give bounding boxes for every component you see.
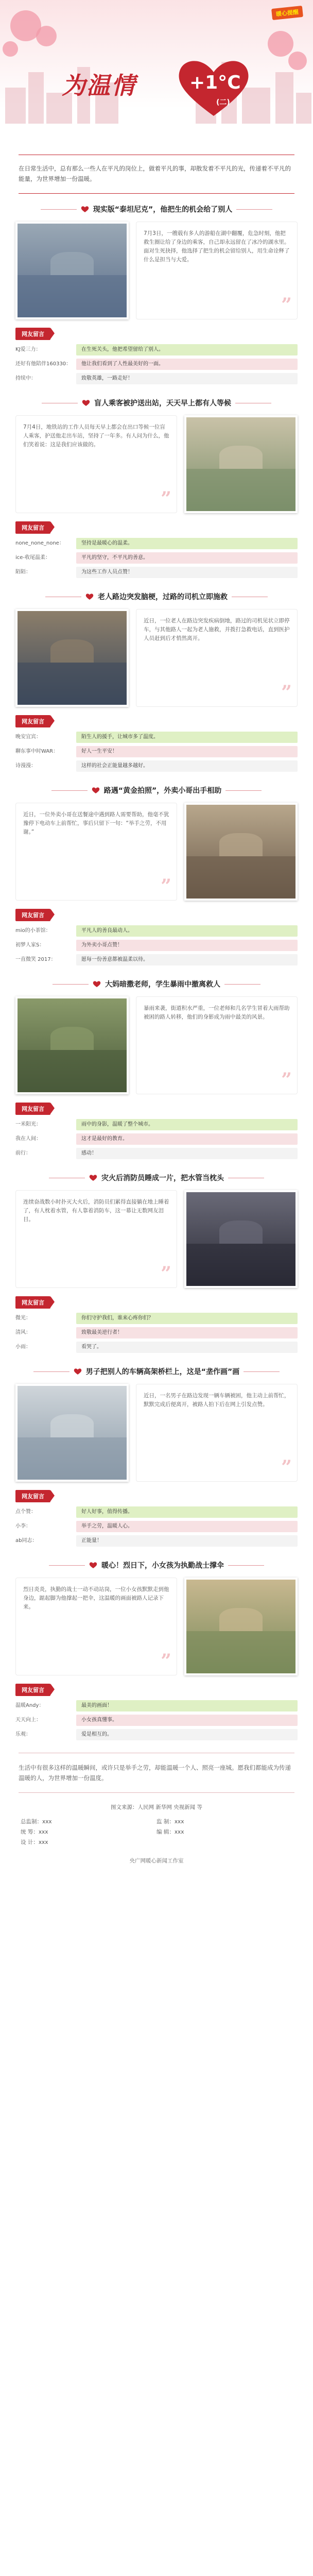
comment-item [15,1133,298,1145]
comment-item [15,538,298,549]
comment-list [15,538,298,578]
comment-user: none_none_none： [15,540,64,546]
comment-item [15,1313,298,1324]
comment-item [15,746,298,757]
page-title: 为温情 [62,72,136,99]
comment-item [15,760,298,772]
heart-icon [89,1174,97,1181]
comment-user: 清风： [15,1330,31,1335]
comment-item [15,1342,298,1353]
comment-user: 乐观： [15,1732,31,1737]
comment-list [15,1506,298,1547]
comment-user: 还好有他陪伴160330： [15,361,72,367]
comment-text: 爱是相互的。 [76,1729,298,1740]
quote-icon: ” [281,294,292,316]
story-card [136,222,298,319]
story-body [15,1190,298,1288]
comment-item [15,925,298,937]
story-card [15,415,177,513]
credits-source: 图文来源：人民网 新华网 央视新闻 等 [110,1804,202,1810]
comment-item [15,1148,298,1159]
story-photo [184,415,298,513]
comment-text: 为外卖小哥点赞！ [76,940,298,951]
comments-tag: 网友留言 [15,1103,50,1115]
comment-item [15,567,298,578]
quote-icon: ” [161,1263,171,1284]
credit-item [156,1837,292,1848]
credits [21,1802,292,1848]
heart-icon [89,1562,97,1569]
section-header [15,1173,298,1183]
story-card [15,1578,177,1675]
story-photo [184,803,298,901]
section-header [15,1366,298,1377]
section-title: 路遇“黄金拍照”，外卖小哥出手相助 [103,787,222,795]
comment-text: 正能量！ [76,1535,298,1547]
divider [51,790,88,791]
comment-item [15,732,298,743]
comment-item [15,344,298,355]
story-card [136,609,298,707]
comments-tag: 网友留言 [15,1490,50,1502]
comment-text: 这才是最好的教育。 [76,1133,298,1145]
comment-user: 初梦人家S： [15,942,45,948]
section-title: 盲人乘客被护送出站，天天早上都有人等候 [94,399,231,408]
comment-user: 持续中： [15,376,36,381]
section-title: 灾火后消防员睡成一片，把水管当枕头 [101,1174,224,1182]
credit-item: 统 筹：xxx [21,1829,48,1835]
blossom-decoration [3,41,18,57]
story-card [136,996,298,1094]
section-header [15,785,298,795]
comments-tag: 网友留言 [15,1296,50,1309]
title-temperature: +1°C [189,72,241,93]
comment-item [15,1700,298,1711]
story-photo [184,1578,298,1675]
comment-user: ab同志： [15,1538,38,1544]
header-banner [0,0,313,155]
comments-tag: 网友留言 [15,1684,50,1696]
story-text: 近日，一位老人在路边突发疾病倒地，路过的司机见状立即停车，与其他路人一起为老人施救，并拨打急救电话，直到医护人员赶到后才悄然离开。 [144,618,290,641]
story-section [0,387,313,578]
section-title: 现实版“泰坦尼克”，他把生的机会给了别人 [93,206,233,214]
story-section [0,581,313,772]
section-header [15,1560,298,1570]
comment-item [15,552,298,564]
comments-tag: 网友留言 [15,521,50,534]
comment-item [15,1327,298,1338]
story-text: 连续奋战数小时扑灭大火后，消防员们累得直接躺在地上睡着了，有人枕着水管，有人靠着消防车，这一幕让无数网友泪目。 [23,1199,169,1223]
comment-item [15,954,298,965]
story-text: 近日，一位外卖小哥在送餐途中遇到路人需要帮助，他毫不犹豫停下电动车上前帮忙，事后只留下一句：“举手之劳，不用谢。” [23,811,169,835]
story-text: 烈日炎炎，执勤的战士一动不动站岗，一位小女孩默默走到他身边，踮起脚为他撑起一把伞，这温暖的画面被路人记录下来。 [23,1586,169,1610]
story-text: 暴雨来袭，街道积水严重，一位老师和几名学生冒着大雨帮助被困的路人转移，他们的身影成为雨中最美的风景。 [144,1005,290,1020]
credit-item: 总监制：xxx [21,1819,52,1825]
comment-item [15,1119,298,1130]
comments-tag: 网友留言 [15,909,50,921]
divider [41,209,77,210]
comment-list [15,925,298,965]
comment-user: 聊东事中时WAR： [15,749,59,754]
story-photo [15,222,129,319]
story-photo [184,1190,298,1288]
section-title: 老人路边突发脑梗，过路的司机立即施救 [98,593,228,601]
comment-user: 温暖Andy： [15,1703,44,1708]
comment-text: 你们守护我们，谁来心疼你们？ [76,1313,298,1324]
story-section [0,1162,313,1353]
story-body [15,1384,298,1482]
comment-text: 为这些工作人员点赞！ [76,567,298,578]
comment-text: 好人好事，值得传播。 [76,1506,298,1518]
section-title: 男子把别人的车辆高架桥栏上，这是“垄作画”画 [85,1368,240,1376]
comment-user: KJ爱三力： [15,347,41,352]
story-card [15,803,177,901]
story-body [15,996,298,1094]
heart-icon [82,399,90,406]
story-text: 近日，一名男子在路边发现一辆车辆被困，他主动上前帮忙，默默完成后便离开，被路人拍下后在网上引发点赞。 [144,1393,290,1408]
comment-text: 陌生人的援手，让城市多了温度。 [76,732,298,743]
section-header [15,591,298,602]
story-section [0,969,313,1159]
comment-text: 雨中的身影，温暖了整个城市。 [76,1119,298,1130]
comment-item [15,1715,298,1726]
divider [225,790,262,791]
comment-item [15,1521,298,1532]
comment-text: 最美的画面！ [76,1700,298,1711]
comments-tag: 网友留言 [15,715,50,727]
comments-tag: 网友留言 [15,328,50,340]
comment-list [15,1119,298,1159]
comment-user: 一直微笑 2017： [15,957,56,962]
credit-item: 编 辑：xxx [156,1829,184,1835]
story-section [0,775,313,965]
divider [53,984,89,985]
comment-user: 晚安宜宾： [15,734,41,740]
story-card [15,1190,177,1288]
comment-user: ice-收尾温柔： [15,555,51,561]
comment-text: 坚持是最暖心的温柔。 [76,538,298,549]
divider [228,1565,264,1566]
comment-text: 感动！ [76,1148,298,1159]
section-title: 大妈暗撒老师，学生暴雨中撤离救人 [105,980,220,989]
footer-arc [0,2562,313,2576]
comment-text: 举手之劳，温暖人心。 [76,1521,298,1532]
comment-item [15,373,298,384]
comment-text: 致敬英雄，一路走好！ [76,373,298,384]
comment-text: 在生死关头，他把希望留给了别人。 [76,344,298,355]
quote-icon: ” [281,682,292,703]
title-block [62,52,257,113]
heart-icon [74,1368,82,1375]
comment-text: 看哭了。 [76,1342,298,1353]
blossom-decoration [36,26,57,46]
story-photo [15,609,129,707]
comment-list [15,1313,298,1353]
story-body [15,803,298,901]
comment-list [15,1700,298,1740]
section-header [15,204,298,214]
title-series: (二) [216,98,230,107]
story-body [15,1578,298,1675]
quote-icon: ” [161,875,171,897]
heart-icon [93,980,101,988]
comment-text: 小女孩真懂事。 [76,1715,298,1726]
divider [236,209,272,210]
quote-icon: ” [161,488,171,510]
heart-icon [81,206,89,213]
story-text: 7月3日，一艘载有多人的游船在湖中翻覆，危急时刻，他把救生圈让给了身边的乘客，自己却永远留在了冰冷的湖水里。面对生死抉择，他选择了把生的机会留给别人，用生命诠释了什么是担当与大爱。 [144,230,290,263]
story-section [0,1550,313,1740]
divider [224,984,260,985]
comment-user: 陌陌： [15,569,31,575]
quote-icon: ” [161,1650,171,1672]
comment-item [15,1506,298,1518]
comment-list [15,344,298,384]
credit-item: 监 制：xxx [156,1819,184,1825]
section-header [15,979,298,989]
comment-user: 诗漫漫： [15,763,36,769]
comment-user: 一米阳光： [15,1122,41,1127]
badge-logo: 暖心提醒 [271,6,303,20]
comment-text: 好人一生平安！ [76,746,298,757]
produced-by: 央广网暖心新闻工作室 [129,1858,184,1864]
comment-user: 天天向上： [15,1717,41,1723]
comment-user: mio的小茶馆： [15,928,51,934]
comment-text: 平凡的坚守，不平凡的善意。 [76,552,298,564]
quote-icon: ” [281,1069,292,1091]
comment-user: 点个赞： [15,1509,36,1515]
comment-item [15,1729,298,1740]
comment-item [15,1535,298,1547]
divider [49,1565,85,1566]
blossom-decoration [288,52,307,70]
comment-list [15,732,298,772]
comment-item [15,359,298,370]
story-list [0,194,313,1740]
comment-user: 我在人间： [15,1136,41,1142]
story-photo [15,1384,129,1482]
comment-user: 微光： [15,1315,31,1321]
comment-text: 他让我们看到了人性最美好的一面。 [76,359,298,370]
section-title: 暖心！烈日下，小女孩为执勤战士撑伞 [101,1562,224,1570]
heart-icon [85,593,94,600]
comment-user: 小雨： [15,1344,31,1350]
divider [33,1371,69,1372]
comment-text: 致敬最美逆行者！ [76,1327,298,1338]
comment-text: 这样的社会正能量越多越好。 [76,760,298,772]
section-header [15,398,298,408]
quote-icon: ” [281,1456,292,1478]
story-section [0,194,313,384]
blossom-decoration [268,31,293,57]
story-photo [15,996,129,1094]
story-body [15,415,298,513]
comment-text: 平凡人的善良最动人。 [76,925,298,937]
story-body [15,609,298,707]
story-card [136,1384,298,1482]
closing-text: 生活中有很多这样的温暖瞬间，或许只是举手之劳，却能温暖一个人、照亮一座城。愿我们都能成为传递温暖的人，为世界增加一份温度。 [19,1753,294,1793]
comment-item [15,940,298,951]
credit-item: 设 计：xxx [21,1839,48,1845]
comment-text: 愿每一份善意都被温柔以待。 [76,954,298,965]
comment-user: 小李： [15,1523,31,1529]
intro-text: 在日常生活中，总有那么一些人在平凡的岗位上，做着平凡的事，却散发着不平凡的光，传递着不平凡的能量，为世界增加一份温暖。 [19,155,294,194]
comment-user: 前行： [15,1150,31,1156]
story-text: 7月4日，地铁站的工作人员每天早上都会在出口等候一位盲人乘客，护送他走出车站，坚持了一年多。有人问为什么，他们笑着说：这是我们应该做的。 [23,424,169,448]
story-section [0,1356,313,1547]
story-body [15,222,298,319]
heart-icon [92,787,100,794]
divider [244,1371,280,1372]
